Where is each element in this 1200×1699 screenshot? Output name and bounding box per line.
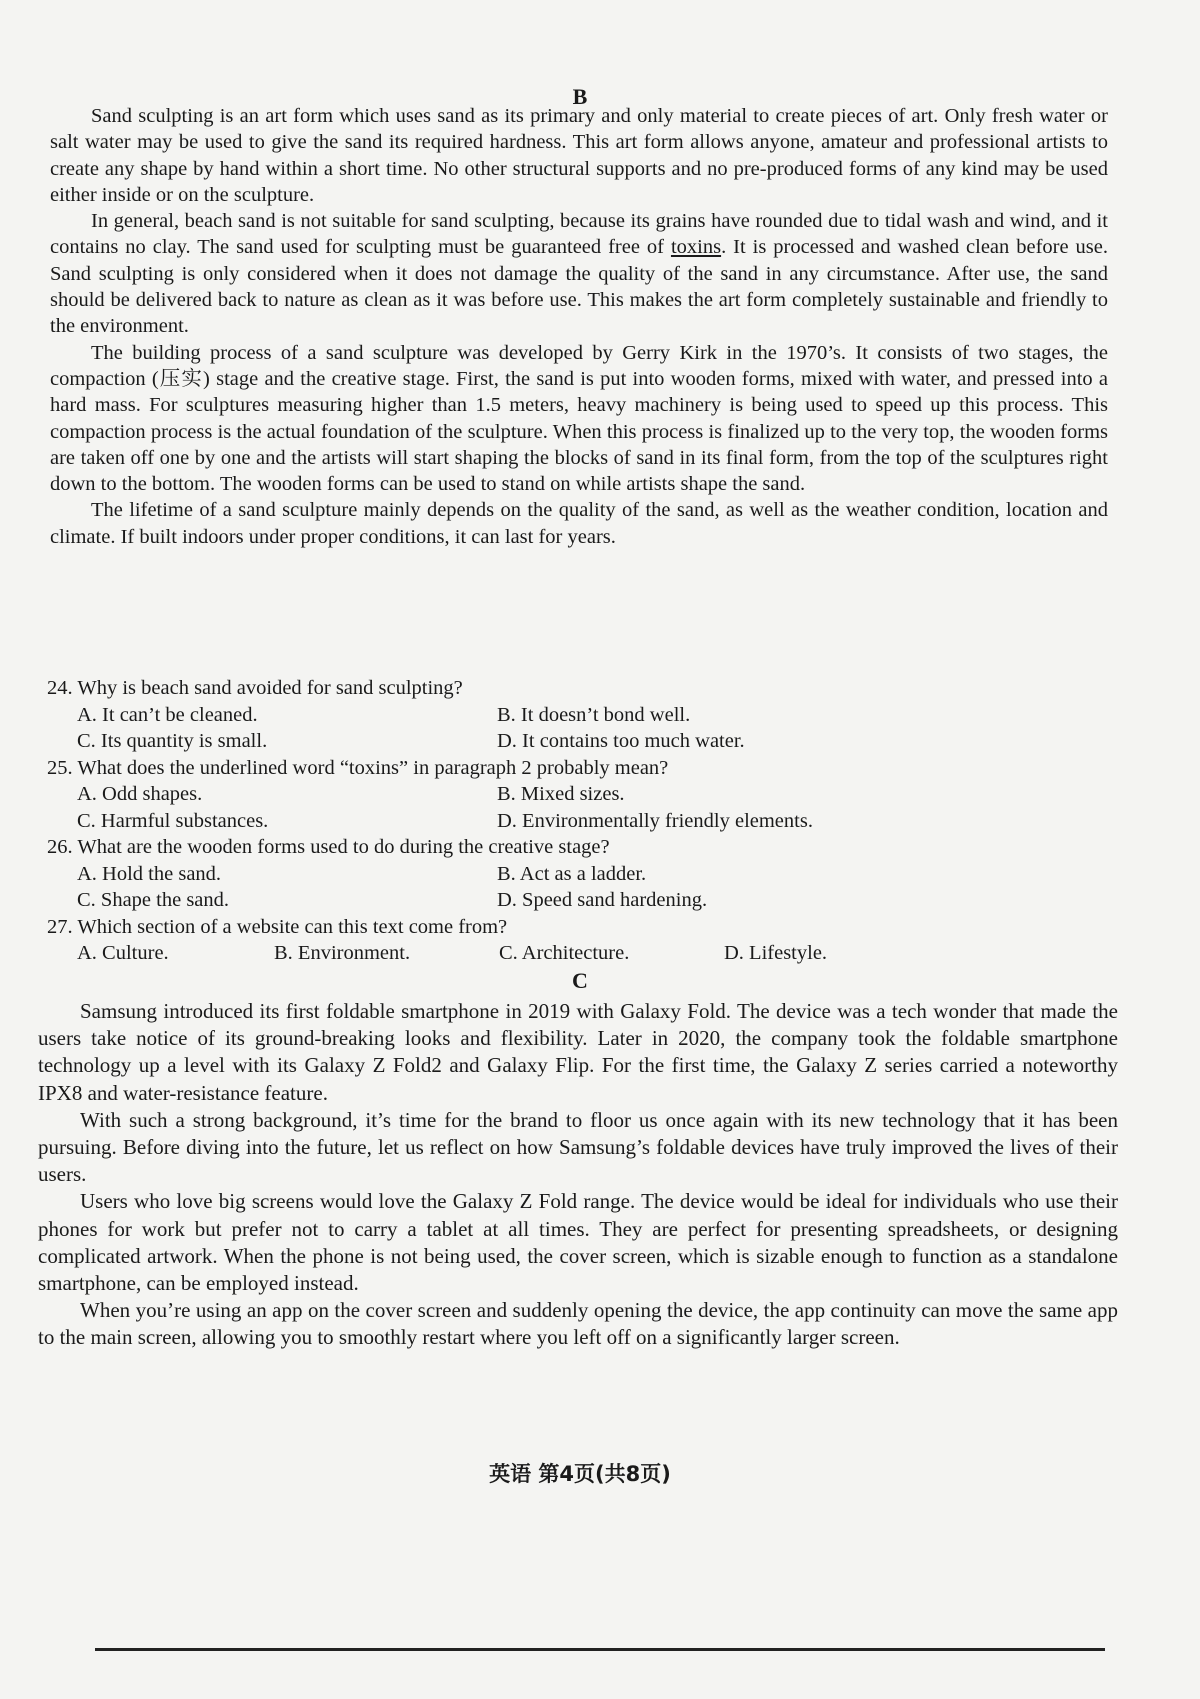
section-c-heading: C (572, 968, 588, 993)
question-26-stem: 26. What are the wooden forms used to do during the creative stage? (47, 836, 610, 858)
question-24-stem: 24. Why is beach sand avoided for sand sculpting? (47, 677, 463, 699)
option-25-d: D. Environmentally friendly elements. (497, 809, 813, 832)
option-27-c: C. Architecture. (499, 942, 630, 964)
question-26-options (47, 861, 1107, 914)
passage-b-paragraph-4: The lifetime of a sand sculpture mainly depends on the quality of the sand, as well as the weather condition, location and climate. If built indoors under proper conditions, it can last for years. (50, 499, 1108, 548)
option-27-b: B. Environment. (274, 942, 411, 964)
question-25-options (47, 781, 1107, 834)
passage-b-paragraph-2 (50, 208, 1108, 339)
question-list (47, 675, 1107, 967)
option-27-a: A. Culture. (77, 942, 169, 964)
option-24-b: B. It doesn’t bond well. (497, 703, 691, 726)
p2-text-before: In general, beach sand is not suitable for sand sculpting, because its grains have rounded due to tidal wash and wind, and it contains no clay. The sand used for sculpting must be guaranteed free of (50, 210, 1108, 259)
passage-c-paragraph-2: With such a strong background, it’s time for the brand to floor us once again with its new technology that it has been pursuing. Before diving into the future, let us reflect on how Samsung’s foldable devices have truly improved the lives of their users. (38, 1107, 1118, 1187)
question-27-options (47, 940, 1107, 967)
underlined-word-toxins: toxins (670, 236, 722, 259)
passage-c-paragraph-3: Users who love big screens would love the Galaxy Z Fold range. The device would be ideal for individuals who use their phones for work but prefer not to carry a tablet at all times. They are perfect for presenting spreadsheets, or designing complicated artwork. When the phone is not being used, the cover screen, which is sizable enough to function as a standalone smartphone, can be employed instead. (38, 1189, 1118, 1296)
option-27-d: D. Lifestyle. (724, 942, 828, 964)
passage-c (38, 998, 1118, 1352)
question-25-stem: 25. What does the underlined word “toxins” in paragraph 2 probably mean? (47, 756, 669, 779)
question-27-stem: 27. Which section of a website can this text come from? (47, 915, 508, 938)
option-24-a: A. It can’t be cleaned. (77, 703, 258, 726)
bottom-rule (95, 1648, 1105, 1651)
option-26-d: D. Speed sand hardening. (497, 889, 708, 911)
option-25-a: A. Odd shapes. (77, 783, 203, 805)
passage-c-paragraph-1: Samsung introduced its first foldable smartphone in 2019 with Galaxy Fold. The device was a tech wonder that made the users take notice of its ground-breaking looks and flexibility. Later in 2020, the company took the foldable smartphone technology up a level with its Galaxy Z Fold2 and Galaxy Flip. For the first time, the Galaxy Z series carried a noteworthy IPX8 and water-resistance feature. (38, 999, 1118, 1105)
option-24-c: C. Its quantity is small. (77, 730, 268, 752)
section-b-heading: B (572, 84, 588, 109)
option-25-b: B. Mixed sizes. (497, 783, 625, 805)
passage-b-paragraph-3: The building process of a sand sculpture was developed by Gerry Kirk in the 1970’s. It consists of two stages, the compaction (压实) stage and the creative stage. First, the sand is put into wooden forms, mixed with water, and pressed into a hard mass. For sculptures measuring higher than 1.5 meters, heavy machinery is being used to speed up this process. This compaction process is the actual foundation of the sculpture. When this process is finalized up to the very top, the wooden forms are taken off one by one and the artists will start shaping the blocks of sand in its final form, from the top of the sculptures right down to the bottom. The wooden forms can be used to stand on while artists shape the sand. (50, 341, 1108, 496)
option-26-c: C. Shape the sand. (77, 889, 230, 911)
passage-b (50, 103, 1108, 550)
passage-b-paragraph-1: Sand sculpting is an art form which uses sand as its primary and only material to create pieces of art. Only fresh water or salt water may be used to give the sand its required hardness. This art form allows anyone, amateur and professional artists to create any shape by hand within a short time. No other structural supports and no pre-produced forms of any kind may be used either inside or on the sculpture. (50, 105, 1108, 206)
option-25-c: C. Harmful substances. (77, 809, 269, 832)
option-26-a: A. Hold the sand. (77, 862, 222, 885)
page-footer: 英语 第4页(共8页) (489, 1462, 671, 1486)
option-24-d: D. It contains too much water. (497, 730, 745, 752)
p2-text-after: . It is processed and washed clean before use. Sand sculpting is only considered when it does not damage the quality of the sand in any circumstance. After use, the sand should be delivered back to nature as clean as it was before use. This makes the art form completely sustainable and friendly to the environment. (50, 236, 1108, 338)
question-24-options (47, 702, 1107, 755)
option-26-b: B. Act as a ladder. (497, 862, 647, 885)
passage-c-paragraph-4: When you’re using an app on the cover screen and suddenly opening the device, the app continuity can move the same app to the main screen, allowing you to smoothly restart where you left off on a significantly larger screen. (38, 1298, 1118, 1350)
